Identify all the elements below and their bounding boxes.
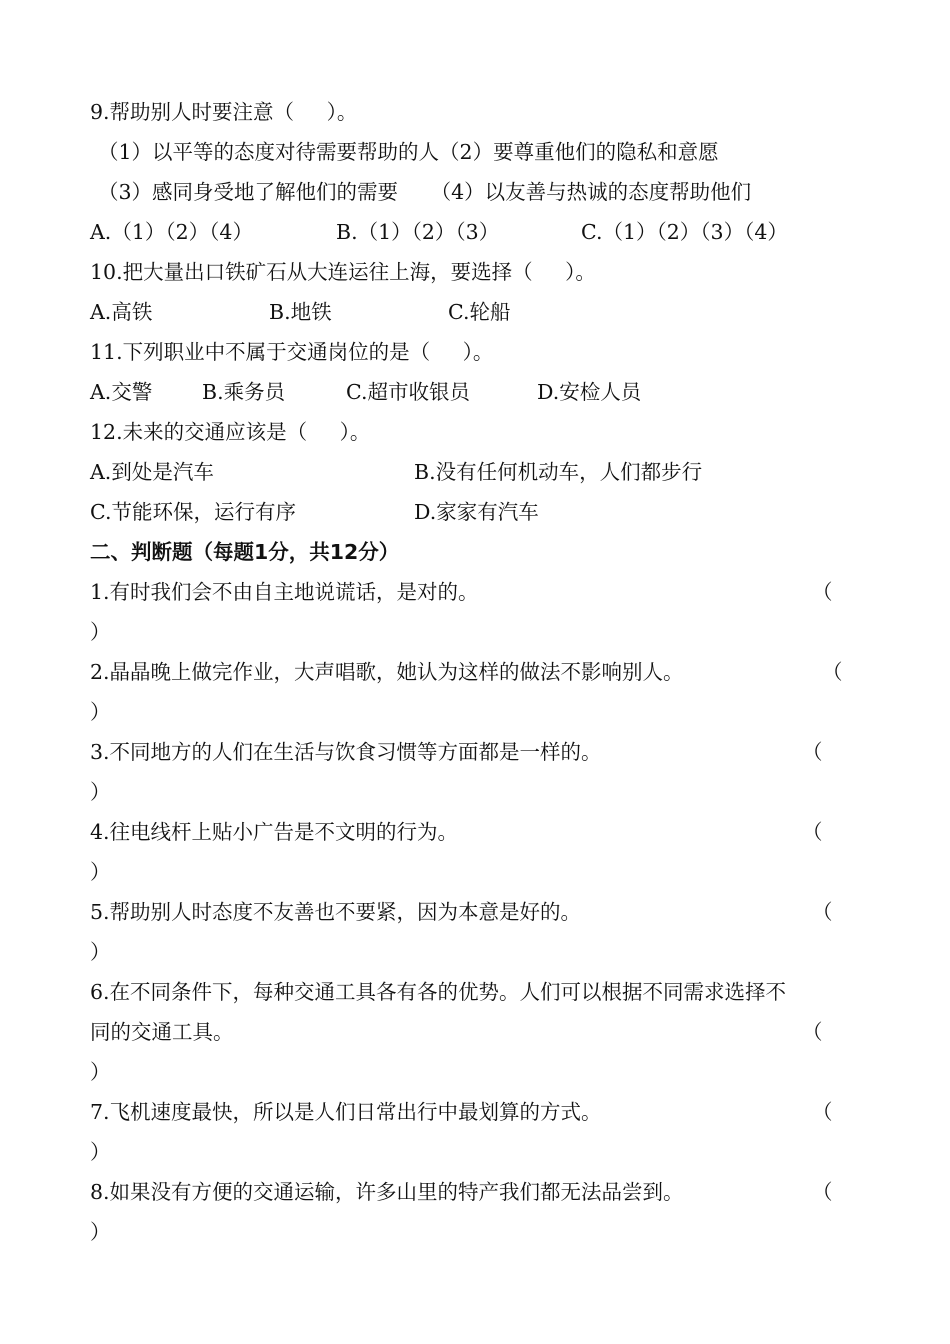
tf-item-4-open-paren: （ — [802, 820, 823, 844]
tf-item-2: 2.晶晶晚上做完作业，大声唱歌，她认为这样的做法不影响别人。 — [90, 660, 684, 684]
q12-option-a: A.到处是汽车 — [90, 460, 214, 484]
q12-stem: 12.未来的交通应该是（ ）。 — [90, 420, 371, 444]
q11-stem: 11.下列职业中不属于交通岗位的是（ ）。 — [90, 340, 494, 364]
tf-item-4: 4.往电线杆上贴小广告是不文明的行为。 — [90, 820, 459, 844]
q11-option-a: A.交警 — [90, 380, 153, 404]
tf-item-5-open-paren: （ — [812, 900, 833, 924]
tf-item-2-open-paren: （ — [822, 660, 843, 684]
q10-option-b: B.地铁 — [269, 300, 332, 324]
q9-option-b: B.（1）（2）（3） — [336, 220, 500, 244]
q11-option-d: D.安检人员 — [537, 380, 642, 404]
tf-item-8-close-paren: ） — [90, 1220, 111, 1244]
q10-option-a: A.高铁 — [90, 300, 153, 324]
tf-item-3-open-paren: （ — [802, 740, 823, 764]
tf-item-1-close-paren: ） — [90, 620, 111, 644]
tf-item-3-close-paren: ） — [90, 780, 111, 804]
tf-item-6: 6.在不同条件下，每种交通工具各有各的优势。人们可以根据不同需求选择不 — [90, 980, 787, 1004]
q9-option-c: C.（1）（2）（3）（4） — [581, 220, 788, 244]
tf-item-6-open-paren: （ — [802, 1020, 823, 1044]
q9-statements-1: （1）以平等的态度对待需要帮助的人（2）要尊重他们的隐私和意愿 — [98, 140, 719, 164]
q11-option-b: B.乘务员 — [202, 380, 286, 404]
tf-item-7-open-paren: （ — [812, 1100, 833, 1124]
tf-item-8-open-paren: （ — [812, 1180, 833, 1204]
tf-item-3: 3.不同地方的人们在生活与饮食习惯等方面都是一样的。 — [90, 740, 602, 764]
tf-item-6-continuation: 同的交通工具。 — [90, 1020, 234, 1044]
tf-item-1-open-paren: （ — [812, 580, 833, 604]
q9-option-a: A.（1）（2）（4） — [90, 220, 253, 244]
q12-option-c: C.节能环保，运行有序 — [90, 500, 296, 524]
q11-option-c: C.超市收银员 — [346, 380, 470, 404]
q12-option-b: B.没有任何机动车，人们都步行 — [414, 460, 703, 484]
q9-statements-2: （3）感同身受地了解他们的需要 （4）以友善与热诚的态度帮助他们 — [98, 180, 752, 204]
tf-item-2-close-paren: ） — [90, 700, 111, 724]
tf-item-5: 5.帮助别人时态度不友善也不要紧，因为本意是好的。 — [90, 900, 582, 924]
tf-item-7: 7.飞机速度最快，所以是人们日常出行中最划算的方式。 — [90, 1100, 602, 1124]
tf-item-4-close-paren: ） — [90, 860, 111, 884]
tf-item-7-close-paren: ） — [90, 1140, 111, 1164]
tf-item-1: 1.有时我们会不由自主地说谎话，是对的。 — [90, 580, 479, 604]
tf-item-5-close-paren: ） — [90, 940, 111, 964]
q12-option-d: D.家家有汽车 — [414, 500, 539, 524]
q10-stem: 10.把大量出口铁矿石从大连运往上海，要选择（ ）。 — [90, 260, 596, 284]
section-heading-true-false: 二、判断题（每题1分，共12分） — [90, 540, 400, 564]
tf-item-8: 8.如果没有方便的交通运输，许多山里的特产我们都无法品尝到。 — [90, 1180, 684, 1204]
q10-option-c: C.轮船 — [448, 300, 511, 324]
tf-item-6-close-paren: ） — [90, 1060, 111, 1084]
q9-stem: 9.帮助别人时要注意（ ）。 — [90, 100, 358, 124]
